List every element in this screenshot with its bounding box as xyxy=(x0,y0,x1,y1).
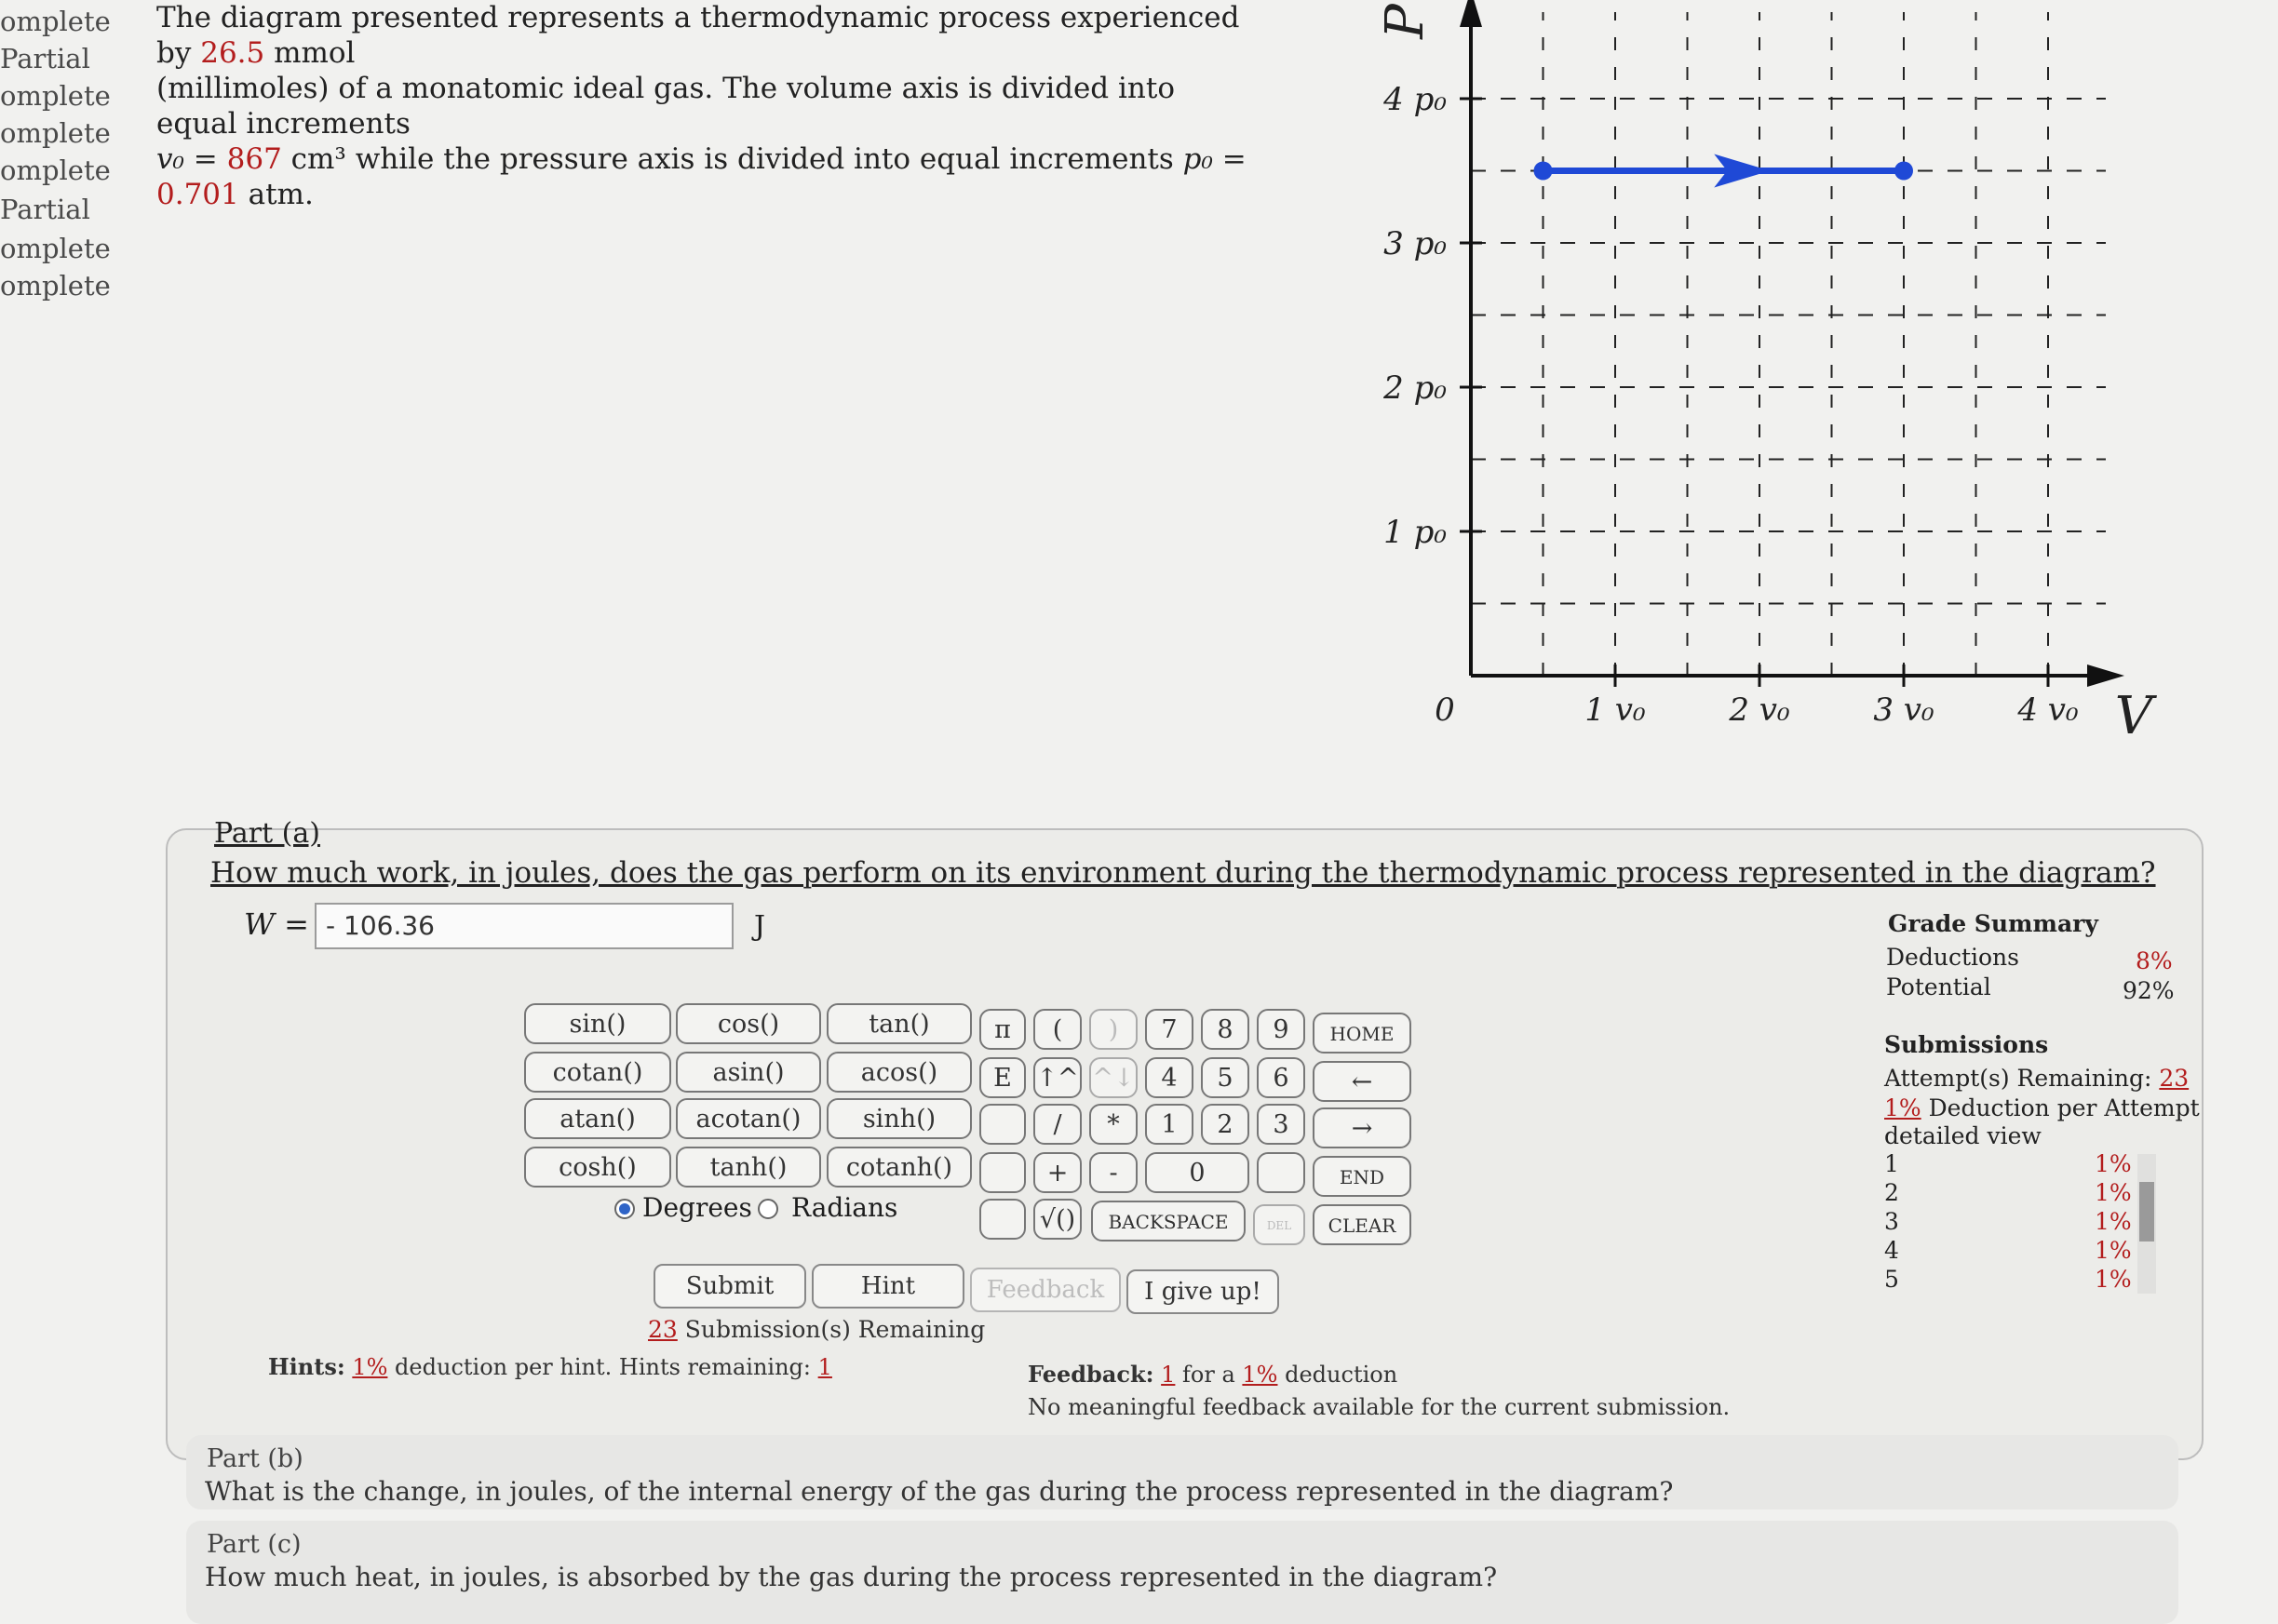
clear-key[interactable]: CLEAR xyxy=(1313,1204,1411,1245)
down-caret-key[interactable]: ^↓ xyxy=(1089,1057,1138,1098)
e-key[interactable]: E xyxy=(979,1057,1026,1098)
hint-button[interactable]: Hint xyxy=(812,1264,964,1309)
answer-label: W = xyxy=(244,906,309,942)
radians-radio[interactable] xyxy=(758,1199,778,1219)
x-tick-label: 3 v₀ xyxy=(1873,691,1934,729)
degrees-label: Degrees xyxy=(642,1192,752,1223)
open-paren-key[interactable]: ( xyxy=(1033,1009,1082,1050)
divide-key[interactable]: / xyxy=(1033,1104,1082,1145)
per-attempt-deduction: 1% Deduction per Attempt xyxy=(1884,1094,2200,1121)
blank-key[interactable] xyxy=(979,1104,1026,1145)
status-item[interactable]: Partial xyxy=(0,43,90,74)
statement-line-1: The diagram presented represents a thermodynamic process experienced by 26.5 mmol xyxy=(156,1,1240,70)
backspace-key[interactable]: BACKSPACE xyxy=(1091,1201,1246,1241)
p0-value: 0.701 xyxy=(156,178,239,211)
submissions-list: 1 1% 2 1% 3 1% 4 1% 5 1% xyxy=(1880,1150,2160,1299)
plus-key[interactable]: + xyxy=(1033,1152,1082,1193)
statement-line-3: v₀ = 867 cm³ while the pressure axis is divided into equal increments p₀ = 0.701 atm. xyxy=(156,142,1247,211)
submissions-title: Submissions xyxy=(1884,1031,2049,1058)
y-axis-arrow xyxy=(1460,0,1482,27)
x-tick-label: 1 v₀ xyxy=(1584,691,1646,729)
attempts-remaining: Attempt(s) Remaining: 23 xyxy=(1884,1065,2190,1092)
status-item[interactable]: Partial xyxy=(0,194,90,225)
submit-button[interactable]: Submit xyxy=(654,1264,806,1309)
digit-2-key[interactable]: 2 xyxy=(1201,1104,1249,1145)
part-c-question: How much heat, in joules, is absorbed by the gas during the process represented in the diagram? xyxy=(205,1562,1498,1592)
deductions-value: 8% xyxy=(2136,947,2173,974)
moles-value: 26.5 xyxy=(200,36,265,70)
process-start-point xyxy=(1534,162,1553,181)
scrollbar-thumb[interactable] xyxy=(2139,1182,2154,1241)
x-tick-label: 0 xyxy=(1435,691,1455,729)
sin-key[interactable]: sin() xyxy=(524,1003,671,1044)
del-key[interactable]: DEL xyxy=(1253,1204,1305,1245)
potential-label: Potential xyxy=(1886,973,1991,1000)
digit-3-key[interactable]: 3 xyxy=(1257,1104,1305,1145)
status-item[interactable]: omplete xyxy=(0,117,111,149)
end-key[interactable]: END xyxy=(1313,1156,1411,1197)
pi-key[interactable]: π xyxy=(979,1009,1026,1050)
digit-1-key[interactable]: 1 xyxy=(1145,1104,1193,1145)
part-a-title: Part (a) xyxy=(214,817,320,850)
y-axis-label: P xyxy=(1375,4,1436,39)
x-axis-arrow xyxy=(2087,664,2124,687)
up-caret-key[interactable]: ↑^ xyxy=(1033,1057,1082,1098)
x-axis-label: V xyxy=(2114,686,2153,746)
hints-remaining: 1 xyxy=(817,1354,832,1380)
pv-diagram xyxy=(1375,4,2153,763)
feedback-button[interactable]: Feedback xyxy=(970,1268,1121,1312)
digit-6-key[interactable]: 6 xyxy=(1257,1057,1305,1098)
status-item[interactable]: omplete xyxy=(0,270,111,302)
digit-8-key[interactable]: 8 xyxy=(1201,1009,1249,1050)
tanh-key[interactable]: tanh() xyxy=(676,1147,821,1188)
sinh-key[interactable]: sinh() xyxy=(827,1098,972,1139)
digit-7-key[interactable]: 7 xyxy=(1145,1009,1193,1050)
statement-line-2: (millimoles) of a monatomic ideal gas. The volume axis is divided into equal increments xyxy=(156,72,1175,141)
blank-key[interactable] xyxy=(979,1199,1026,1240)
blank-key[interactable] xyxy=(1257,1152,1305,1193)
blank-key[interactable] xyxy=(979,1152,1026,1193)
x-tick-label: 4 v₀ xyxy=(2017,691,2079,729)
digit-5-key[interactable]: 5 xyxy=(1201,1057,1249,1098)
status-item[interactable]: omplete xyxy=(0,233,111,264)
sqrt-key[interactable]: √() xyxy=(1033,1199,1082,1240)
cosh-key[interactable]: cosh() xyxy=(524,1147,671,1188)
part-b-title: Part (b) xyxy=(207,1444,303,1473)
acos-key[interactable]: acos() xyxy=(827,1052,972,1093)
hints-info: Hints: 1% deduction per hint. Hints remaining: 1 xyxy=(268,1353,832,1380)
right-arrow-key[interactable]: → xyxy=(1313,1107,1411,1148)
v0-value: 867 xyxy=(226,142,282,176)
radians-label: Radians xyxy=(791,1192,898,1223)
close-paren-key[interactable]: ) xyxy=(1089,1009,1138,1050)
cotan-key[interactable]: cotan() xyxy=(524,1052,671,1093)
scrollbar[interactable] xyxy=(2137,1154,2156,1294)
cotanh-key[interactable]: cotanh() xyxy=(827,1147,972,1188)
status-item[interactable]: omplete xyxy=(0,154,111,186)
multiply-key[interactable]: * xyxy=(1089,1104,1138,1145)
submissions-remaining: 23 Submission(s) Remaining xyxy=(648,1316,986,1343)
atan-key[interactable]: atan() xyxy=(524,1098,671,1139)
minus-key[interactable]: - xyxy=(1089,1152,1138,1193)
degrees-radio[interactable] xyxy=(614,1199,635,1219)
digit-9-key[interactable]: 9 xyxy=(1257,1009,1305,1050)
grade-summary-title: Grade Summary xyxy=(1888,910,2098,937)
status-item[interactable]: omplete xyxy=(0,80,111,112)
give-up-button[interactable]: I give up! xyxy=(1126,1269,1279,1314)
problem-statement xyxy=(156,0,1255,212)
answer-unit: J xyxy=(754,910,766,943)
status-item[interactable]: omplete xyxy=(0,6,111,37)
left-arrow-key[interactable]: ← xyxy=(1313,1061,1411,1102)
digit-4-key[interactable]: 4 xyxy=(1145,1057,1193,1098)
cos-key[interactable]: cos() xyxy=(676,1003,821,1044)
home-key[interactable]: HOME xyxy=(1313,1013,1411,1054)
x-tick-label: 2 v₀ xyxy=(1729,691,1790,729)
feedback-message: No meaningful feedback available for the current submission. xyxy=(1028,1394,1731,1420)
part-c-title: Part (c) xyxy=(207,1530,302,1559)
deductions-label: Deductions xyxy=(1886,944,2019,971)
feedback-info: Feedback: 1 for a 1% deduction xyxy=(1028,1361,1398,1388)
answer-input[interactable]: - 106.36 xyxy=(315,903,734,949)
part-a-question: How much work, in joules, does the gas perform on its environment during the thermodynamic process represented in the diagram? xyxy=(210,856,2156,890)
detailed-view-link[interactable]: detailed view xyxy=(1884,1122,2042,1149)
asin-key[interactable]: asin() xyxy=(676,1052,821,1093)
y-tick-label: 4 p₀ xyxy=(1383,81,1447,118)
process-end-point xyxy=(1894,162,1913,181)
y-tick-label: 3 p₀ xyxy=(1383,225,1447,262)
tan-key[interactable]: tan() xyxy=(827,1003,972,1044)
potential-value: 92% xyxy=(2123,977,2175,1004)
acotan-key[interactable]: acotan() xyxy=(676,1098,821,1139)
digit-0-key[interactable]: 0 xyxy=(1145,1152,1249,1193)
part-b-question: What is the change, in joules, of the internal energy of the gas during the process represented in the diagram? xyxy=(205,1476,1674,1507)
y-tick-label: 1 p₀ xyxy=(1383,514,1447,551)
y-tick-label: 2 p₀ xyxy=(1383,369,1447,407)
